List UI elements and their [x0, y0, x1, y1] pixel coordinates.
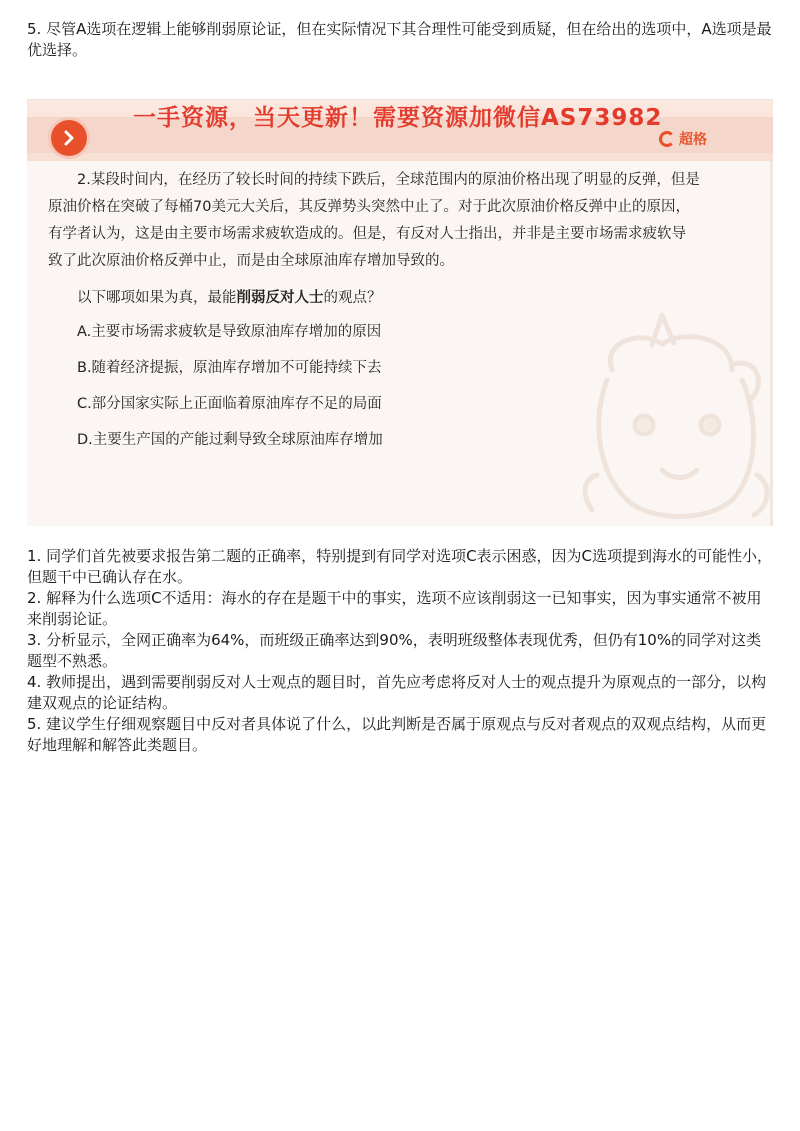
note-item: 2. 解释为什么选项C不适用：海水的存在是题干中的事实，选项不应该削弱这一已知事实，因为事实通常不被用来削弱论证。 [27, 589, 762, 628]
prompt-suffix: 的观点？ [323, 290, 382, 306]
watermark-banner: 一手资源，当天更新！需要资源加微信AS73982 [133, 105, 663, 131]
slide-header [27, 100, 773, 161]
option-a: A.主要市场需求疲软是导致原油库存增加的原因 [77, 324, 382, 340]
note-item: 5. 建议学生仔细观察题目中反对者具体说了什么，以此判断是否属于原观点与反对者观点的双观点结构，从而更好地理解和解答此类题目。 [27, 715, 767, 754]
next-arrow-icon [51, 120, 87, 156]
brand-name: 超格 [679, 132, 707, 148]
summary-paragraph: 5. 尽管A选项在逻辑上能够削弱原论证，但在实际情况下其合理性可能受到质疑，但在给出的选项中，A选项是最优选择。 [27, 20, 772, 59]
brand-logo [659, 128, 707, 150]
option-b: B.随着经济提振，原油库存增加不可能持续下去 [77, 360, 382, 376]
question-line: 有学者认为，这是由主要市场需求疲软造成的。但是，有反对人士指出，并非是主要市场需求疲软导 [48, 226, 686, 242]
note-item: 4. 教师提出，遇到需要削弱反对人士观点的题目时，首先应考虑将反对人士的观点提升为原观点的一部分，以构建双观点的论证结构。 [27, 673, 767, 712]
question-line: 致了此次原油价格反弹中止，而是由全球原油库存增加导致的。 [48, 253, 454, 269]
lecture-slide-image [27, 99, 773, 526]
slide-edge [770, 161, 773, 526]
option-c: C.部分国家实际上正面临着原油库存不足的局面 [77, 396, 382, 412]
question-line: 2.某段时间内，在经历了较长时间的持续下跌后，全球范围内的原油价格出现了明显的反弹，但是 [77, 172, 700, 188]
question-prompt [77, 288, 382, 308]
prompt-prefix: 以下哪项如果为真，最能 [77, 290, 237, 306]
option-d: D.主要生产国的产能过剩导致全球原油库存增加 [77, 432, 383, 448]
prompt-emphasis: 削弱反对人士 [236, 290, 324, 306]
note-item: 3. 分析显示，全网正确率为64%，而班级正确率达到90%，表明班级整体表现优秀，但仍有10%的同学对这类题型不熟悉。 [27, 631, 762, 670]
question-line: 原油价格在突破了每桶70美元大关后，其反弹势头突然中止了。对于此次原油价格反弹中止的原因， [48, 199, 690, 215]
brand-logo-icon [659, 131, 675, 147]
unicorn-mascot-icon [582, 310, 772, 526]
notes-list [27, 546, 775, 756]
note-item: 1. 同学们首先被要求报告第二题的正确率，特别提到有同学对选项C表示困惑，因为C选项提到海水的可能性小，但题干中已确认存在水。 [27, 547, 773, 586]
